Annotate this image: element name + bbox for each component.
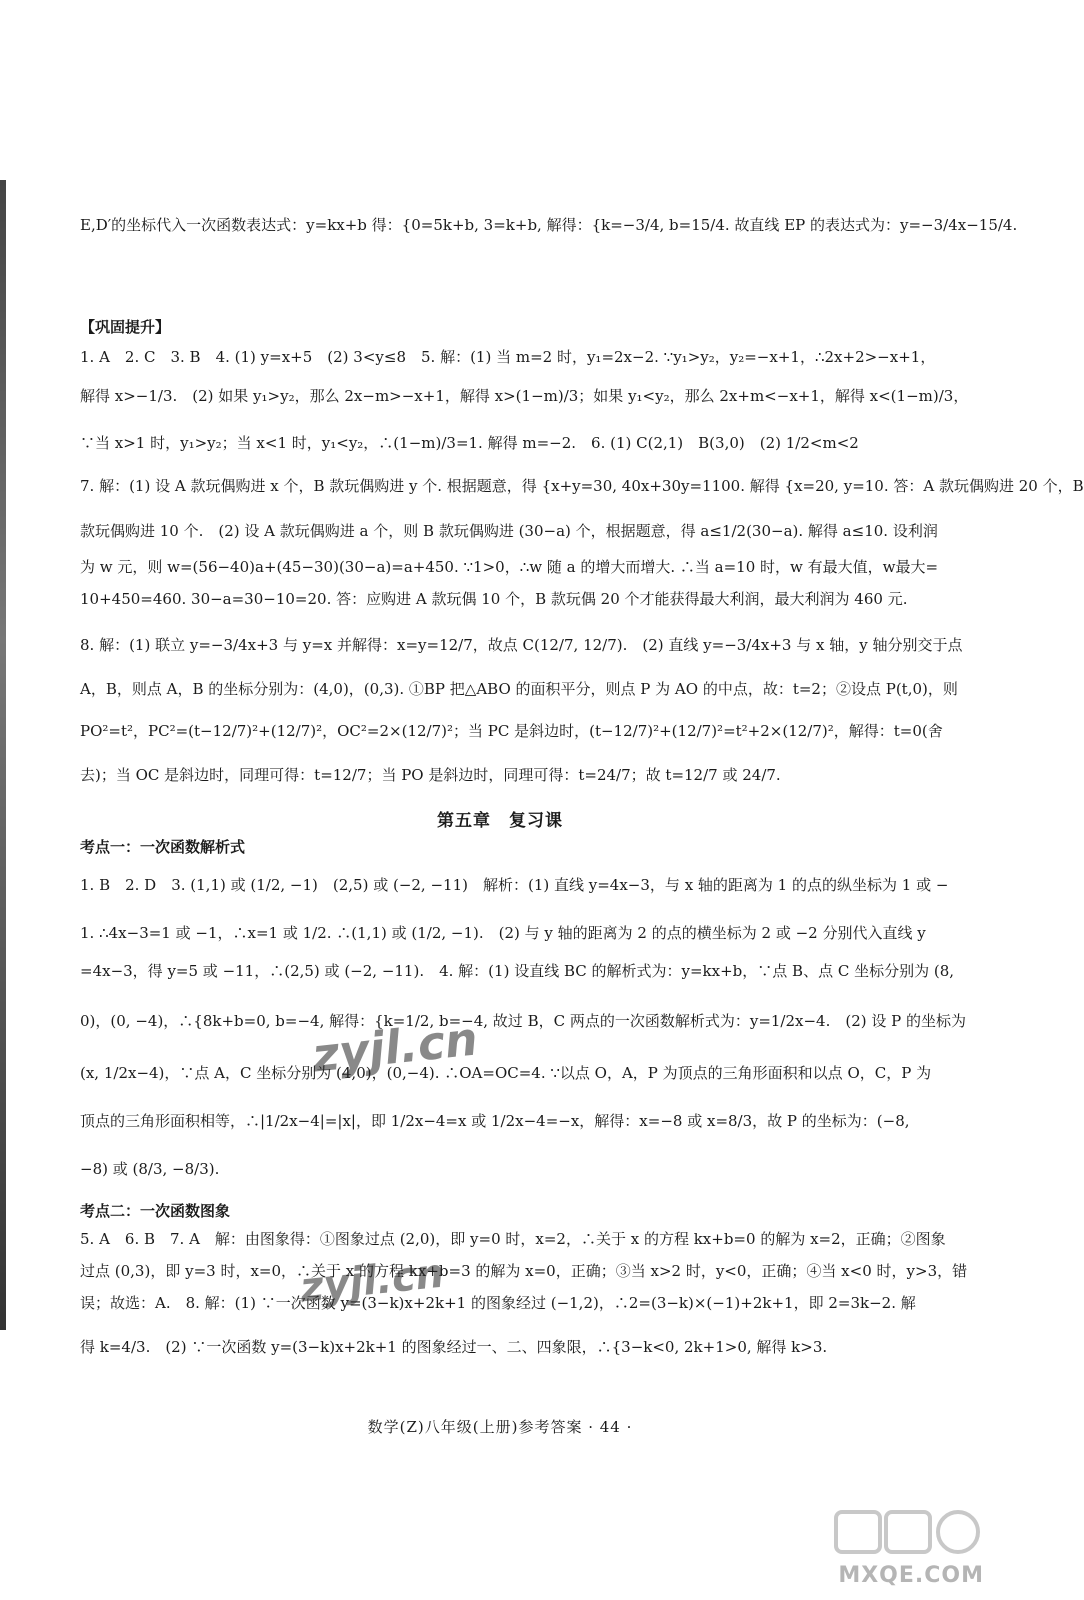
text-line: 款玩偶购进 10 个. (2) 设 A 款玩偶购进 a 个，则 B 款玩偶购进 (30−a) 个，根据题意，得 a≤1/2(30−a). 解得 a≤10. 设利润 (80, 522, 938, 540)
text-line: 过点 (0,3)，即 y=3 时，x=0，∴关于 x 的方程 kx+b=3 的解为 x=0，正确；③当 x>2 时，y<0，正确；④当 x<0 时，y>3，错 (80, 1262, 968, 1280)
text-line: 5. A 6. B 7. A 解：由图象得：①图象过点 (2,0)，即 y=0 时，x=2，∴关于 x 的方程 kx+b=0 的解为 x=2，正确；②图象 (80, 1230, 946, 1248)
text-line: 误；故选：A. 8. 解：(1) ∵一次函数 y=(3−k)x+2k+1 的图象经过 (−1,2)，∴2=(3−k)×(−1)+2k+1，即 2=3k−2. 解 (80, 1294, 916, 1312)
text-line: 1. B 2. D 3. (1,1) 或 (1/2, −1) (2,5) 或 (−2, −11) 解析：(1) 直线 y=4x−3，与 x 轴的距离为 1 的点的纵坐标为 1 或 − (80, 876, 949, 894)
section-heading-point2: 考点二：一次函数图象 (80, 1202, 231, 1220)
page-footer: 数学(Z)八年级(上册)参考答案 · 44 · (367, 1418, 633, 1436)
text-line: −8) 或 (8/3, −8/3). (80, 1160, 220, 1178)
watermark: zyjl.cn (309, 1011, 481, 1083)
text-line: 解得 x>−1/3. (2) 如果 y₁>y₂，那么 2x−m>−x+1，解得 x>(1−m)/3；如果 y₁<y₂，那么 2x+m<−x+1，解得 x<(1−m)/3， (80, 387, 969, 405)
text-line: 得 k=4/3. (2) ∵一次函数 y=(3−k)x+2k+1 的图象经过一、二、四象限，∴{3−k<0, 2k+1>0, 解得 k>3. (80, 1338, 828, 1356)
section-heading-consolidate: 【巩固提升】 (80, 318, 171, 336)
text-line: 7. 解：(1) 设 A 款玩偶购进 x 个，B 款玩偶购进 y 个. 根据题意，得 {x+y=30, 40x+30y=1100. 解得 {x=20, y=10. 答：A 款玩偶购进 20 个，B (80, 477, 1084, 495)
chapter-title: 第五章 复习课 (437, 811, 563, 831)
text-line: 8. 解：(1) 联立 y=−3/4x+3 与 y=x 并解得：x=y=12/7，故点 C(12/7, 12/7). (2) 直线 y=−3/4x+3 与 x 轴，y 轴分别交于点 (80, 636, 963, 654)
text-line: 0)，(0, −4)，∴{8k+b=0, b=−4, 解得：{k=1/2, b=−4, 故过 B，C 两点的一次函数解析式为：y=1/2x−4. (2) 设 P 的坐标为 (80, 1012, 967, 1030)
text-line: PO²=t²，PC²=(t−12/7)²+(12/7)²，OC²=2×(12/7)²；当 PC 是斜边时，(t−12/7)²+(12/7)²=t²+2×(12/7)²，解得：t=0(舍 (80, 722, 943, 740)
text-line: ∵当 x>1 时，y₁>y₂；当 x<1 时，y₁<y₂，∴(1−m)/3=1. 解得 m=−2. 6. (1) C(2,1) B(3,0) (2) 1/2<m<2 (80, 434, 859, 452)
text-line: 1. ∴4x−3=1 或 −1，∴x=1 或 1/2. ∴(1,1) 或 (1/2, −1). (2) 与 y 轴的距离为 2 的点的横坐标为 2 或 −2 分别代入直线 y (80, 924, 926, 942)
text-line: 1. A 2. C 3. B 4. (1) y=x+5 (2) 3<y≤8 5. 解：(1) 当 m=2 时，y₁=2x−2. ∵y₁>y₂，y₂=−x+1，∴2x+2>−x+1， (80, 348, 936, 366)
watermark: zyjl.cn (297, 1250, 447, 1312)
text-line: (x, 1/2x−4)，∵点 A，C 坐标分别为 (4,0)，(0,−4). ∴OA=OC=4. ∵以点 O，A，P 为顶点的三角形面积和以点 O，C，P 为 (80, 1064, 932, 1082)
text-line: 为 w 元，则 w=(56−40)a+(45−30)(30−a)=a+450. ∵1>0，∴w 随 a 的增大而增大. ∴当 a=10 时，w 有最大值，w最大= (80, 558, 939, 576)
text-line: A，B，则点 A，B 的坐标分别为：(4,0)，(0,3). ①BP 把△ABO 的面积平分，则点 P 为 AO 的中点，故：t=2；②设点 P(t,0)，则 (80, 680, 958, 698)
text-line: 顶点的三角形面积相等，∴|1/2x−4|=|x|，即 1/2x−4=x 或 1/2x−4=−x，解得：x=−8 或 x=8/3，故 P 的坐标为：(−8, (80, 1112, 910, 1130)
corner-watermark-text: MXQE.COM (838, 1563, 984, 1588)
text-line: =4x−3，得 y=5 或 −11，∴(2,5) 或 (−2, −11). 4. 解：(1) 设直线 BC 的解析式为：y=kx+b，∵点 B、点 C 坐标分别为 (8, (80, 962, 955, 980)
section-heading-point1: 考点一：一次函数解析式 (80, 838, 246, 856)
scan-edge-shadow (0, 180, 6, 1330)
text-line: 去)；当 OC 是斜边时，同理可得：t=12/7；当 PO 是斜边时，同理可得：t=24/7；故 t=12/7 或 24/7. (80, 766, 781, 784)
text-line: E,D′的坐标代入一次函数表达式：y=kx+b 得：{0=5k+b, 3=k+b, 解得：{k=−3/4, b=15/4. 故直线 EP 的表达式为：y=−3/4x−15/4. (80, 216, 1018, 234)
text-line: 10+450=460. 30−a=30−10=20. 答：应购进 A 款玩偶 10 个，B 款玩偶 20 个才能获得最大利润，最大利润为 460 元. (80, 590, 908, 608)
